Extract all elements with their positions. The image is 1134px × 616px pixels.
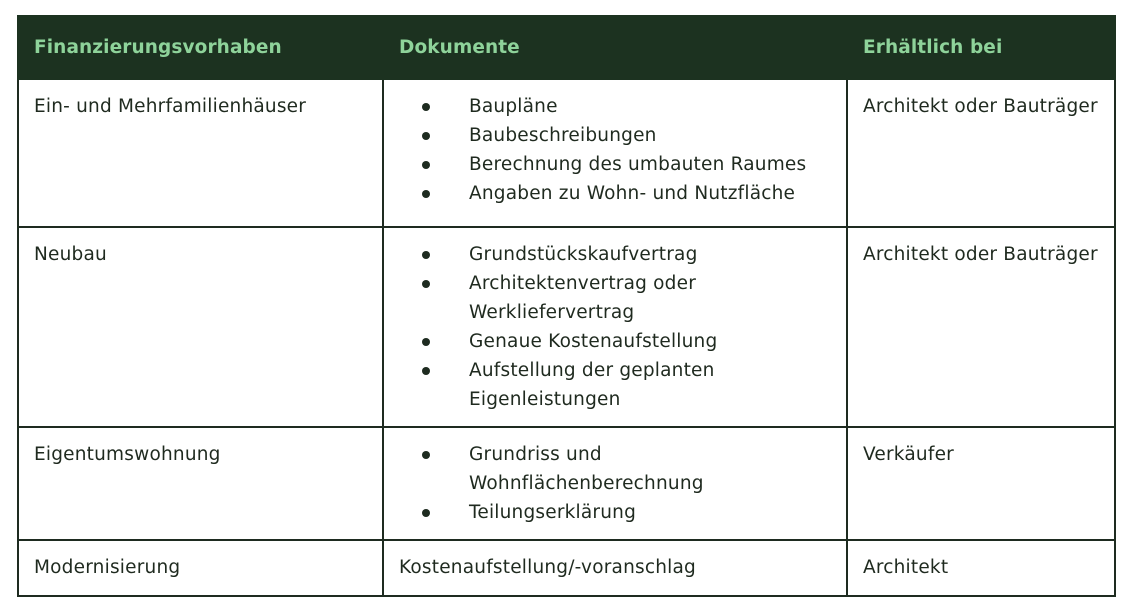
bullet-icon — [422, 451, 430, 459]
financing-documents-table — [17, 15, 1116, 597]
list-item — [399, 498, 836, 527]
bullet-icon — [422, 190, 430, 198]
cell-source: Architekt — [847, 540, 1115, 596]
bullet-icon — [422, 251, 430, 259]
list-item — [399, 92, 836, 121]
cell-project: Neubau — [18, 227, 383, 427]
cell-source: Architekt oder Bauträger — [847, 227, 1115, 427]
cell-documents — [383, 227, 847, 427]
bullet-icon — [422, 280, 430, 288]
header-documents: Dokumente — [383, 16, 847, 79]
list-item — [399, 179, 836, 208]
document-list — [399, 240, 836, 414]
table-row — [18, 79, 1115, 227]
document-label: Genaue Kostenaufstellung — [469, 331, 718, 352]
cell-documents — [383, 79, 847, 227]
document-label: Grundriss und Wohnflächenberechnung — [469, 444, 704, 494]
list-item — [399, 356, 836, 414]
document-label: Berechnung des umbauten Raumes — [469, 154, 807, 175]
header-financing-project: Finanzierungsvorhaben — [18, 16, 383, 79]
document-list — [399, 440, 836, 527]
bullet-icon — [422, 103, 430, 111]
document-label: Grundstückskaufvertrag — [469, 244, 698, 265]
table-row — [18, 227, 1115, 427]
document-label: Baupläne — [469, 96, 558, 117]
cell-project: Modernisierung — [18, 540, 383, 596]
document-label: Angaben zu Wohn- und Nutzfläche — [469, 183, 796, 204]
document-label: Architektenvertrag oder Werkliefervertrag — [469, 273, 697, 323]
list-item — [399, 240, 836, 269]
header-available-from: Erhältlich bei — [847, 16, 1115, 79]
list-item — [399, 121, 836, 150]
financing-documents-table-container — [17, 15, 1114, 597]
document-label: Aufstellung der geplanten Eigenleistungen — [469, 360, 715, 410]
cell-source: Verkäufer — [847, 427, 1115, 540]
cell-source: Architekt oder Bauträger — [847, 79, 1115, 227]
bullet-icon — [422, 132, 430, 140]
table-row — [18, 427, 1115, 540]
list-item — [399, 327, 836, 356]
table-header-row — [18, 16, 1115, 79]
bullet-icon — [422, 367, 430, 375]
cell-project: Eigentumswohnung — [18, 427, 383, 540]
cell-project: Ein- und Mehrfamilienhäuser — [18, 79, 383, 227]
table-row — [18, 540, 1115, 596]
document-label: Baubeschreibungen — [469, 125, 657, 146]
cell-documents: Kostenaufstellung/-voranschlag — [383, 540, 847, 596]
list-item — [399, 269, 836, 327]
bullet-icon — [422, 509, 430, 517]
bullet-icon — [422, 338, 430, 346]
list-item — [399, 440, 836, 498]
cell-documents — [383, 427, 847, 540]
bullet-icon — [422, 161, 430, 169]
document-list — [399, 92, 836, 208]
list-item — [399, 150, 836, 179]
document-label: Teilungserklärung — [469, 502, 637, 523]
